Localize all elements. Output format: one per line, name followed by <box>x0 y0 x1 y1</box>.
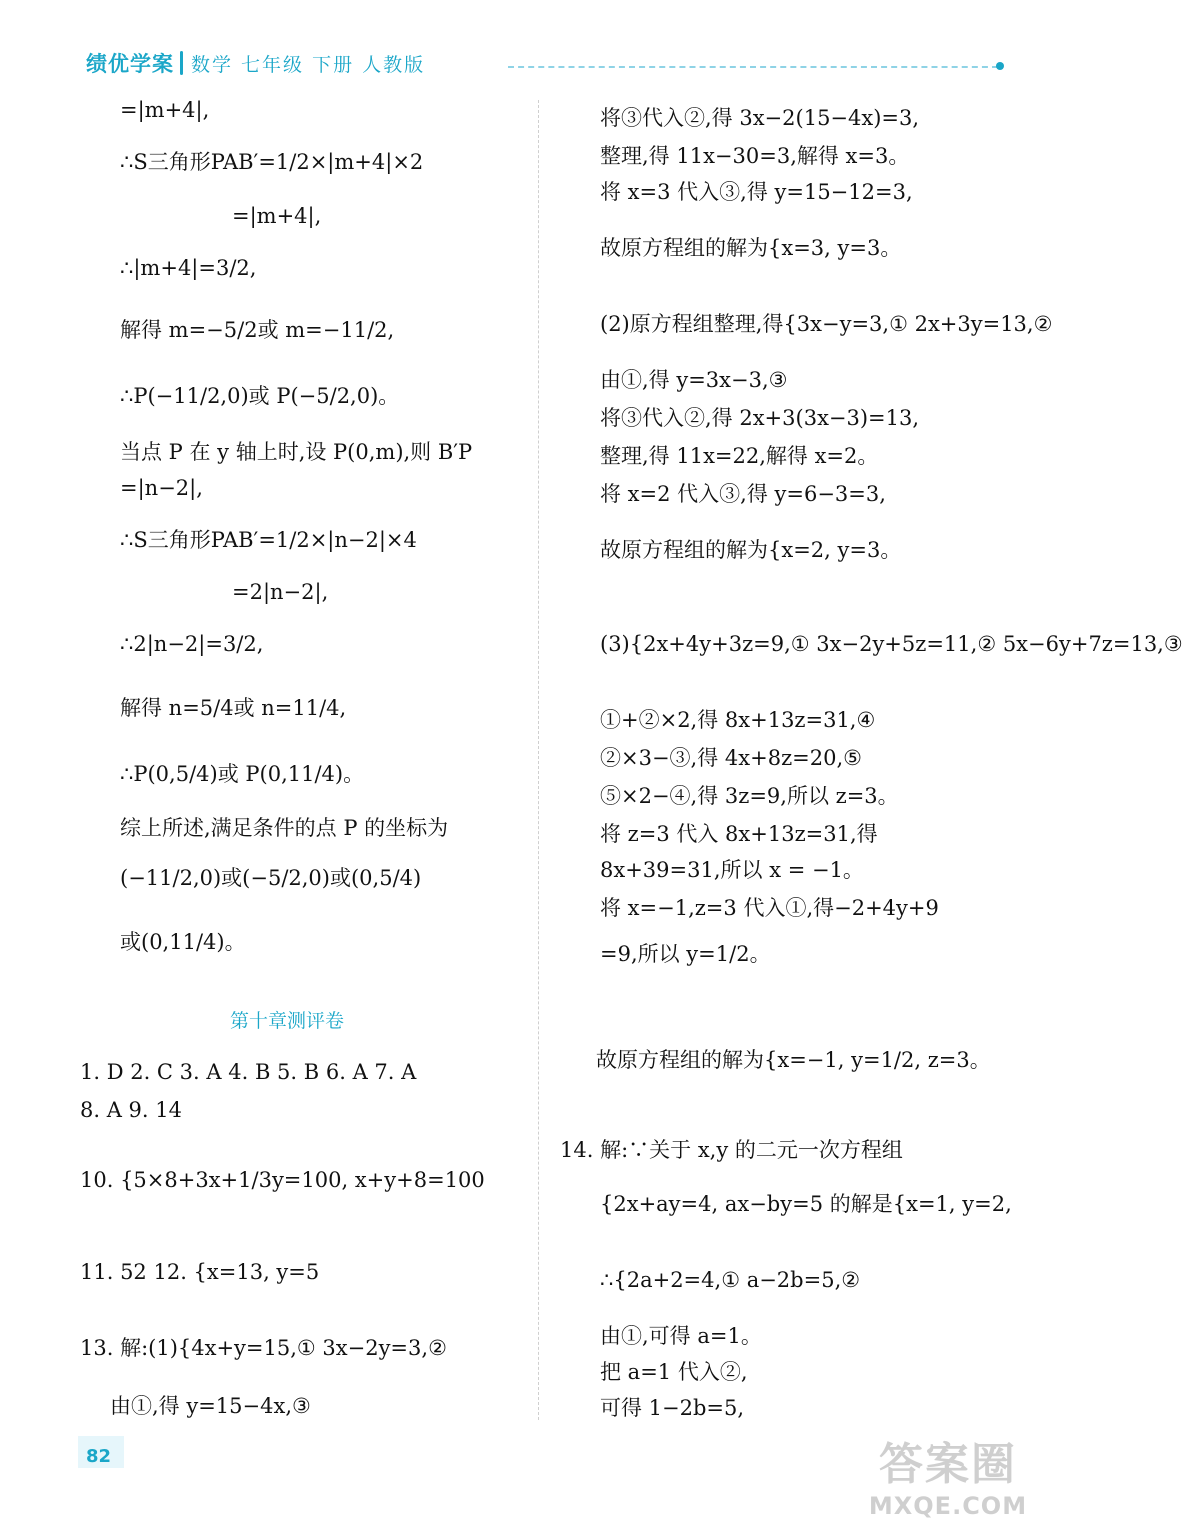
text-line: {2x+ay=4, ax−by=5 的解是{x=1, y=2, <box>600 1192 1012 1216</box>
text-line: ∴2|n−2|=3/2, <box>120 632 264 656</box>
header-dot <box>996 62 1004 70</box>
text-line: 将 x=−1,z=3 代入①,得−2+4y+9 <box>600 896 939 920</box>
page-header <box>86 46 425 80</box>
answer-line: 1. D 2. C 3. A 4. B 5. B 6. A 7. A <box>80 1060 417 1084</box>
watermark-logo-text: 答案圈 <box>879 1439 1017 1490</box>
text-line: ②×3−③,得 4x+8z=20,⑤ <box>600 746 862 770</box>
text-line: =|m+4|, <box>232 204 322 228</box>
text-line: =|m+4|, <box>120 98 210 122</box>
page-number: 82 <box>86 1446 112 1467</box>
text-line: 8x+39=31,所以 x = −1。 <box>600 858 864 882</box>
column-separator <box>538 100 539 1420</box>
text-line: ①+②×2,得 8x+13z=31,④ <box>600 708 876 732</box>
text-line: 将 x=2 代入③,得 y=6−3=3, <box>600 482 886 506</box>
text-line: 故原方程组的解为{x=3, y=3。 <box>600 236 902 260</box>
text-line: ∴S三角形PAB′=1/2×|n−2|×4 <box>120 528 417 552</box>
text-line: 将③代入②,得 2x+3(3x−3)=13, <box>600 406 920 430</box>
text-line: (−11/2,0)或(−5/2,0)或(0,5/4) <box>120 866 422 890</box>
answer-line: 由①,得 y=15−4x,③ <box>110 1394 311 1418</box>
text-line: 将 x=3 代入③,得 y=15−12=3, <box>600 180 913 204</box>
text-line: 当点 P 在 y 轴上时,设 P(0,m),则 B′P <box>120 440 473 464</box>
text-line: 14. 解:∵关于 x,y 的二元一次方程组 <box>560 1138 903 1162</box>
text-line: 整理,得 11x=22,解得 x=2。 <box>600 444 879 468</box>
text-line: 解得 m=−5/2或 m=−11/2, <box>120 318 395 342</box>
brand-title: 绩优学案 <box>86 52 174 76</box>
text-line: 将 z=3 代入 8x+13z=31,得 <box>600 822 878 846</box>
text-line: 整理,得 11x−30=3,解得 x=3。 <box>600 144 910 168</box>
answer-line: 11. 52 12. {x=13, y=5 <box>80 1260 320 1284</box>
answer-line: 10. {5×8+3x+1/3y=100, x+y+8=100 <box>80 1168 485 1192</box>
text-line: 故原方程组的解为{x=2, y=3。 <box>600 538 902 562</box>
watermark-url: MXQE.COM <box>868 1492 1028 1520</box>
text-line: =2|n−2|, <box>232 580 329 604</box>
text-line: 故原方程组的解为{x=−1, y=1/2, z=3。 <box>596 1048 991 1072</box>
section-title: 第十章测评卷 <box>230 1010 345 1032</box>
text-line: 由①,得 y=3x−3,③ <box>600 368 788 392</box>
header-divider <box>180 51 183 75</box>
text-line: ∴S三角形PAB′=1/2×|m+4|×2 <box>120 150 424 174</box>
text-line: =9,所以 y=1/2。 <box>600 942 771 966</box>
text-line: =|n−2|, <box>120 476 203 500</box>
text-line: ∴P(−11/2,0)或 P(−5/2,0)。 <box>120 384 400 408</box>
text-line: ⑤×2−④,得 3z=9,所以 z=3。 <box>600 784 899 808</box>
watermark <box>868 1424 1028 1524</box>
text-line: ∴{2a+2=4,① a−2b=5,② <box>600 1268 861 1292</box>
text-line: 综上所述,满足条件的点 P 的坐标为 <box>120 816 449 840</box>
text-line: (2)原方程组整理,得{3x−y=3,① 2x+3y=13,② <box>600 312 1053 336</box>
text-line: 由①,可得 a=1。 <box>600 1324 762 1348</box>
text-line: 或(0,11/4)。 <box>120 930 246 954</box>
text-line: (3){2x+4y+3z=9,① 3x−2y+5z=11,② 5x−6y+7z=13,③ <box>600 632 1183 656</box>
text-line: 把 a=1 代入②, <box>600 1360 748 1384</box>
text-line: 解得 n=5/4或 n=11/4, <box>120 696 347 720</box>
text-line: 将③代入②,得 3x−2(15−4x)=3, <box>600 106 920 130</box>
text-line: ∴P(0,5/4)或 P(0,11/4)。 <box>120 762 365 786</box>
text-line: ∴|m+4|=3/2, <box>120 256 257 280</box>
header-rule <box>508 66 998 68</box>
book-subtitle: 数学 七年级 下册 人教版 <box>191 53 426 76</box>
answer-line: 13. 解:(1){4x+y=15,① 3x−2y=3,② <box>80 1336 447 1360</box>
answer-line: 8. A 9. 14 <box>80 1098 182 1122</box>
text-line: 可得 1−2b=5, <box>600 1396 745 1420</box>
